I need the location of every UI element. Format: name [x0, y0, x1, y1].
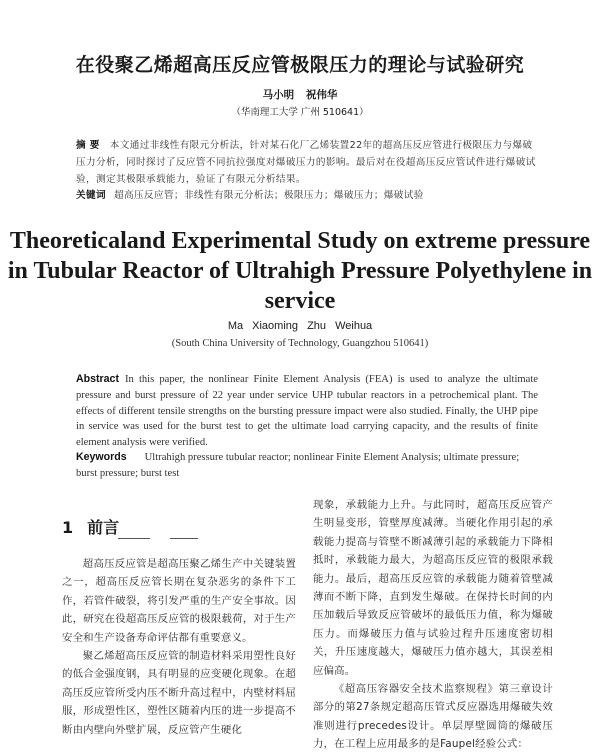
english-authors: Ma Xiaoming Zhu Weihua [227, 320, 373, 332]
chinese-keywords [76, 187, 540, 201]
english-abstract-label: Abstract [76, 373, 119, 385]
english-abstract [76, 372, 538, 451]
section-heading [62, 515, 119, 538]
english-title: Theoreticaland Experimental Study on extreme pressure in Tubular Reactor of Ultrahigh Pressure Polyethylene in service [7, 228, 593, 314]
chinese-affiliation: （华南理工大学 广州 510641） [231, 107, 369, 118]
english-keywords-text: Ultrahigh pressure tubular reactor; nonlinear Finite Element Analysis; ultimate pressure; burst pressure; burst test [76, 452, 520, 479]
chinese-abstract-label: 摘 要 [76, 140, 100, 151]
chinese-title: 在役聚乙烯超高压反应管极限压力的理论与试验研究 [75, 54, 525, 76]
chinese-authors: 马小明 祝伟华 [262, 89, 338, 101]
body-column-right [313, 496, 553, 754]
english-keywords-label: Keywords [76, 451, 127, 463]
english-affiliation: (South China University of Technology, Guangzhou 510641) [171, 338, 429, 349]
english-abstract-text: In this paper, the nonlinear Finite Element Analysis (FEA) is used to analyze the ultimate pressure and burst pressure of 22 year under service UHP tubular reactors in a petrochemical plant. The effects of different tensile strengths on the bursting pressure impact were also studied. Finally, the UHP pipe in service was used for the burst test to get the ultimate load carrying capacity, and the results of finite element analysis were verified. [76, 374, 538, 449]
heading-rule-left [118, 538, 150, 539]
heading-rule-right [170, 538, 198, 539]
body-column-left [62, 555, 296, 739]
chinese-abstract [76, 137, 540, 188]
chinese-keywords-text: 超高压反应管；非线性有限元分析法；极限压力；爆破压力；爆破试验 [113, 190, 424, 201]
body-paragraph: 现象，承载能力上升。与此同时，超高压反应管产生明显变形，管壁厚度减薄。当硬化作用引起的承载能力提高与管壁不断减薄引起的承载能力下降相抵时，承载能力最大，为超高压反应管的极限承载能力。最后，超高压反应管的承载能力随着管壁减薄而不断下降，直到发生爆破。在保持长时间的内压加载后导致反应管破坏的最低压力值，称为爆破压力。而爆破压力值与试验过程升压速度密切相关，升压速度越大，爆破压力值亦越大，其误差相应偏高。 [313, 499, 553, 677]
chinese-keywords-label: 关键词 [76, 190, 106, 201]
body-paragraph: 聚乙烯超高压反应管的制造材料采用塑性良好的低合金强度钢，具有明显的应变硬化现象。在超高压反应管所受内压不断升高过程中，内壁材料屈服，形成塑性区，塑性区随着内压的进一步提高不断由内壁向外壁扩展，反应管产生硬化 [62, 650, 296, 736]
body-paragraph: 超高压反应管是超高压聚乙烯生产中关键装置之一，超高压反应管长期在复杂恶劣的条件下工作，若管件破裂，将引发严重的生产安全事故。因此，研究在役超高压反应管的极限载荷，对于生产安全和生产设备寿命评估都有重要意义。 [62, 558, 296, 644]
section-number: 1 [62, 518, 74, 537]
body-paragraph: 《超高压容器安全技术监察规程》第三章设计部分的第27条规定超高压管式反应器选用爆破失效准则进行precedes设计。单层厚壁圆筒的爆破压力，在工程上应用最多的是Faupel经验公式： [313, 683, 553, 751]
english-keywords [76, 450, 538, 482]
chinese-abstract-text: 本文通过非线性有限元分析法，针对某石化厂乙烯装置22年的超高压反应管进行极限压力与爆破压力分析，同时探讨了反应管不同抗拉强度对爆破压力的影响。最后对在役超高压反应管试件进行爆破试验，测定其极限承载能力，验证了有限元分析结果。 [76, 140, 536, 185]
section-title: 前言 [87, 518, 120, 537]
